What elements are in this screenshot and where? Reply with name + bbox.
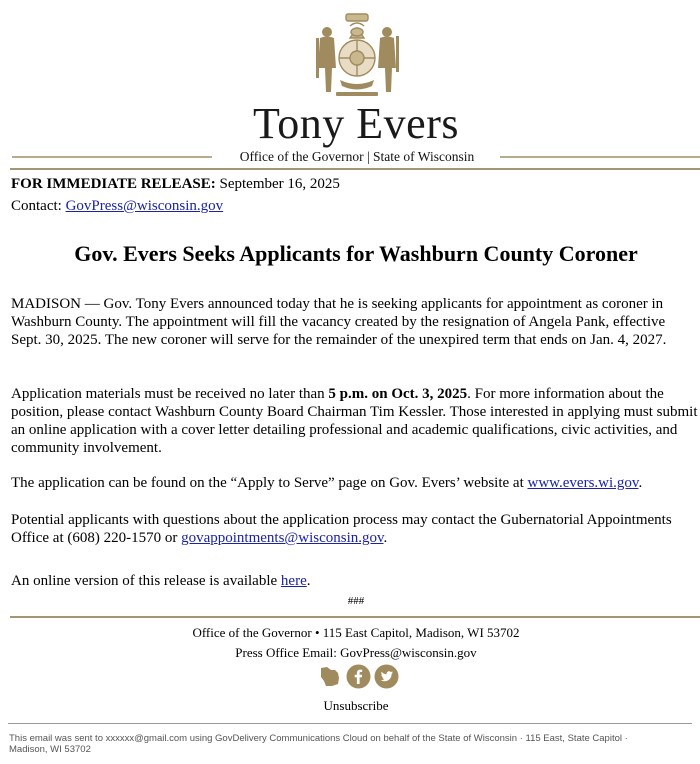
office-label: Office of the Governor — [239, 149, 364, 164]
paragraph-apply — [11, 474, 699, 492]
p3-text-after: . — [638, 475, 643, 491]
p5-text-before: An online version of this release is available — [11, 573, 281, 589]
governor-name-logo: Tony Evers — [253, 99, 459, 148]
facebook-icon[interactable] — [346, 664, 371, 689]
p2-text-after: . For more information about the position, please contact Washburn County Board Chairman Tim Kessler. Those interested in applying must submit an online application with a cover letter detailing professional and academic qualifications, civic activities, and community involvement. — [11, 386, 698, 456]
paragraph-questions — [11, 511, 699, 547]
p5-text-after: . — [306, 573, 311, 589]
p3-text-before: The application can be found on the “Apply to Serve” page on Gov. Evers’ website at — [11, 475, 528, 491]
p4-text-after: . — [383, 530, 388, 546]
wisconsin-seal-icon — [312, 8, 402, 100]
footer-press-email: Press Office Email: GovPress@wisconsin.gov — [235, 645, 477, 660]
release-line — [11, 175, 340, 194]
disclaimer-divider — [8, 723, 692, 724]
contact-email-link[interactable]: GovPress@wisconsin.gov — [65, 198, 224, 214]
headline: Gov. Evers Seeks Applicants for Washburn County Coroner — [74, 241, 638, 266]
unsubscribe-link[interactable]: Unsubscribe — [323, 698, 389, 713]
twitter-icon[interactable] — [374, 664, 399, 689]
wisconsin-state-icon[interactable] — [318, 664, 343, 689]
masthead-separator: | — [366, 149, 370, 164]
paragraph-deadline — [11, 385, 699, 457]
state-label: State of Wisconsin — [373, 149, 475, 164]
online-version-link[interactable]: here — [280, 573, 307, 589]
contact-line — [11, 197, 223, 216]
appointments-email-link[interactable]: govappointments@wisconsin.gov — [181, 530, 384, 546]
p4-text-before: Potential applicants with questions about the application process may contact the Gubernatorial Appointments Office at (608) 220-1570 or — [11, 512, 672, 546]
deadline-text: 5 p.m. on Oct. 3, 2025 — [328, 386, 468, 402]
footer-divider — [10, 616, 700, 618]
paragraph-announcement: MADISON — Gov. Tony Evers announced today that he is seeking applicants for appointment as coroner in Washburn County. The appointment will fill the vacancy created by the resignation of Angela Pank, effective Sept. 30, 2025. The new coroner will serve for the remainder of the unexpired term that ends on Jan. 4, 2027. — [11, 296, 667, 348]
contact-label: Contact: — [11, 198, 62, 214]
masthead-subtitle — [214, 148, 500, 166]
email-disclaimer: This email was sent to xxxxxx@gmail.com using GovDelivery Communications Cloud on behalf of the State of Wisconsin · 115 East, State Capitol · Madison, WI 53702 — [9, 733, 628, 755]
social-icons — [318, 664, 398, 690]
masthead-rule-left — [12, 156, 212, 158]
footer-address: Office of the Governor • 115 East Capitol, Madison, WI 53702 — [192, 625, 520, 640]
paragraph-online-version — [11, 572, 699, 590]
release-label: FOR IMMEDIATE RELEASE: — [11, 176, 216, 192]
evers-website-link[interactable]: www.evers.wi.gov — [527, 475, 639, 491]
release-date: September 16, 2025 — [219, 176, 340, 192]
end-mark: ### — [347, 595, 365, 607]
header-divider — [10, 168, 700, 170]
masthead-rule-right — [500, 156, 700, 158]
p2-text-before: Application materials must be received no later than — [11, 386, 329, 402]
